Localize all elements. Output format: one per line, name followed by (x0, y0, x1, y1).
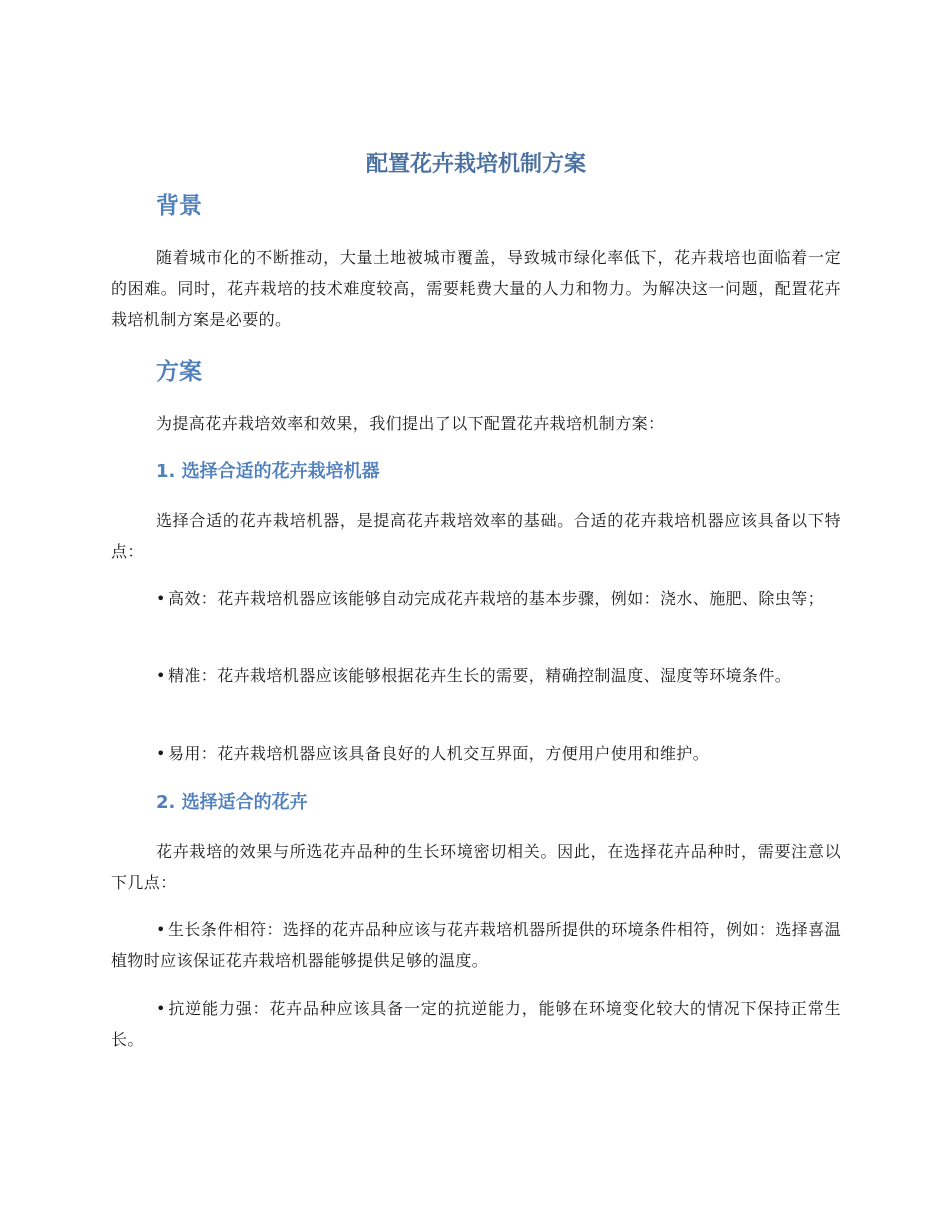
paragraph-sub1: 选择合适的花卉栽培机器，是提高花卉栽培效率的基础。合适的花卉栽培机器应该具备以下特点： (111, 511, 841, 561)
bullet-item (111, 738, 841, 769)
heading-plan: 方案 (156, 359, 202, 385)
bullet-dot: • (156, 666, 166, 685)
heading-background: 背景 (156, 193, 202, 219)
bullet-dot: • (156, 999, 166, 1018)
heading-sub2: 2. 选择适合的花卉 (156, 792, 308, 813)
paragraph-background: 随着城市化的不断推动，大量土地被城市覆盖，导致城市绿化率低下，花卉栽培也面临着一定的困难。同时，花卉栽培的技术难度较高，需要耗费大量的人力和物力。为解决这一问题，配置花卉栽培机制方案是必要的。 (111, 248, 841, 329)
bullet-dot: • (156, 744, 166, 763)
heading-sub1: 1. 选择合适的花卉栽培机器 (156, 461, 380, 482)
bullet-item (111, 583, 841, 614)
document-title: 配置花卉栽培机制方案 (365, 152, 586, 177)
bullet-item (111, 660, 841, 691)
bullet-item (111, 993, 841, 1055)
paragraph-sub2: 花卉栽培的效果与所选花卉品种的生长环境密切相关。因此，在选择花卉品种时，需要注意以下几点： (111, 842, 841, 892)
bullet-text: 抗逆能力强：花卉品种应该具备一定的抗逆能力，能够在环境变化较大的情况下保持正常生长。 (111, 999, 841, 1049)
bullet-dot: • (156, 589, 166, 608)
paragraph-plan-intro: 为提高花卉栽培效率和效果，我们提出了以下配置花卉栽培机制方案： (156, 414, 665, 433)
bullet-text: 精准：花卉栽培机器应该能够根据花卉生长的需要，精确控制温度、湿度等环境条件。 (168, 666, 792, 685)
bullet-text: 生长条件相符：选择的花卉品种应该与花卉栽培机器所提供的环境条件相符，例如：选择喜温植物时应该保证花卉栽培机器能够提供足够的温度。 (111, 920, 841, 970)
bullet-text: 高效：花卉栽培机器应该能够自动完成花卉栽培的基本步骤，例如：浇水、施肥、除虫等； (168, 589, 825, 608)
bullet-text: 易用：花卉栽培机器应该具备良好的人机交互界面，方便用户使用和维护。 (168, 744, 710, 763)
bullet-item (111, 914, 841, 976)
bullet-dot: • (156, 920, 166, 939)
